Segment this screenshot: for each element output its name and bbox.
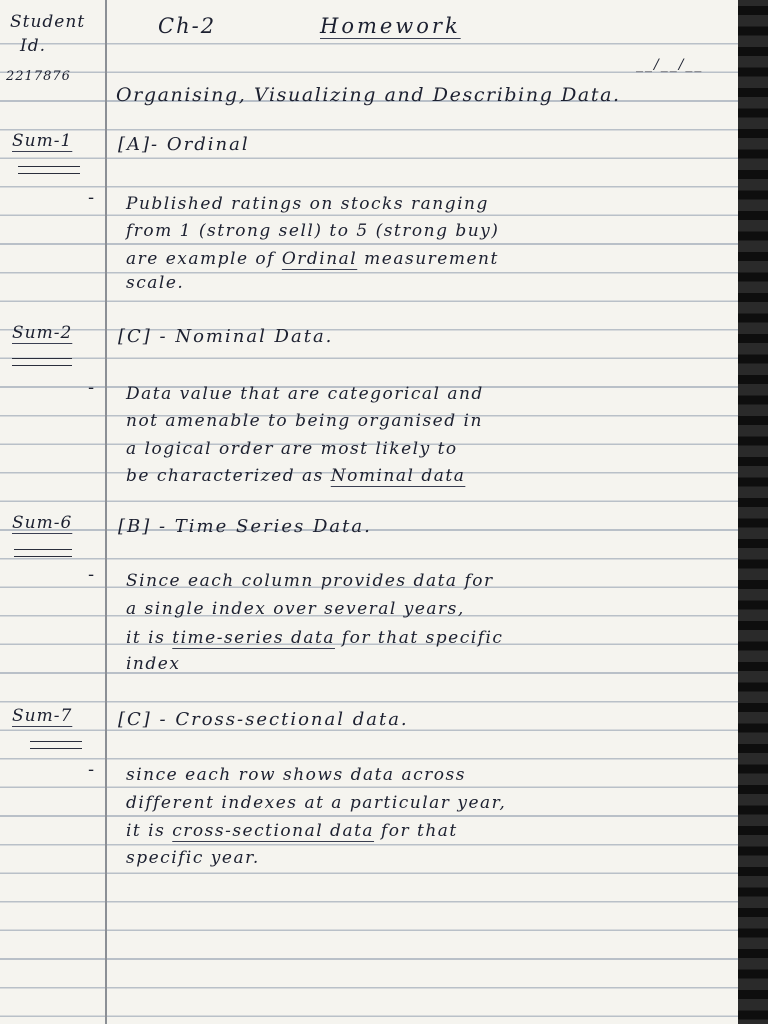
sum-label-double-underline	[30, 741, 82, 749]
text-segment: a single index over several years,	[126, 599, 465, 619]
bullet-dash: -	[88, 565, 95, 585]
sum-answer: [B] - Time Series Data.	[118, 516, 372, 537]
answer-line	[126, 468, 465, 485]
text-segment: since each row shows data across	[126, 765, 466, 785]
student-label-line2: Id.	[20, 36, 47, 56]
text-segment: for that specific	[334, 628, 504, 648]
answer-line	[126, 441, 458, 458]
answer-line	[126, 795, 506, 812]
answer-line	[126, 275, 184, 292]
page-title: Organising, Visualizing and Describing Data.	[116, 84, 621, 106]
text-segment: Published ratings on stocks ranging	[126, 194, 489, 214]
answer-line	[126, 823, 458, 840]
text-segment: from 1 (strong sell) to 5 (strong buy)	[126, 221, 500, 241]
sum-label-double-underline	[14, 549, 72, 557]
text-segment: not amenable to being organised in	[126, 411, 483, 431]
underlined-term: Ordinal	[281, 249, 358, 269]
text-segment: are example of	[126, 249, 282, 269]
text-segment: it is	[126, 821, 173, 841]
margin-line	[105, 0, 107, 1024]
answer-line	[126, 251, 499, 268]
answer-line	[126, 413, 483, 430]
text-segment: Since each column provides data for	[126, 571, 494, 591]
text-segment: it is	[126, 628, 173, 648]
answer-line	[126, 630, 503, 647]
text-segment: specific year.	[126, 848, 260, 868]
answer-line	[126, 850, 260, 867]
answer-line	[126, 223, 499, 240]
chapter-heading: Ch-2	[158, 14, 217, 38]
text-segment: scale.	[126, 273, 185, 293]
bullet-dash: -	[88, 188, 95, 208]
spiral-binding	[738, 0, 768, 1024]
text-segment: measurement	[357, 249, 499, 269]
answer-line	[126, 601, 465, 618]
student-id-label	[10, 10, 85, 58]
underlined-term: cross-sectional data	[172, 821, 375, 841]
text-segment: index	[126, 654, 181, 674]
bullet-dash: -	[88, 378, 95, 398]
underlined-term: time-series data	[172, 628, 335, 648]
sum-label-double-underline	[18, 166, 80, 174]
sum-answer: [C] - Nominal Data.	[118, 326, 334, 347]
answer-line	[126, 196, 489, 213]
sum-label-double-underline	[12, 358, 72, 366]
sum-label: Sum-2	[12, 323, 73, 343]
date-field: __/__/__	[636, 57, 704, 73]
sum-answer: [A]- Ordinal	[118, 134, 250, 155]
underlined-term: Nominal data	[330, 466, 466, 486]
text-segment: different indexes at a particular year,	[126, 793, 507, 813]
sum-answer: [C] - Cross-sectional data.	[118, 709, 409, 730]
student-id-value: 2217876	[6, 69, 71, 84]
answer-line	[126, 386, 484, 403]
sum-label: Sum-6	[12, 513, 73, 533]
student-label-line1: Student	[10, 12, 86, 32]
text-segment: for that	[374, 821, 458, 841]
sum-label: Sum-7	[12, 706, 73, 726]
answer-line	[126, 573, 494, 590]
text-segment: be characterized as	[126, 466, 331, 486]
answer-line	[126, 656, 180, 673]
sum-label: Sum-1	[12, 131, 73, 151]
answer-line	[126, 767, 466, 784]
homework-heading: Homework	[320, 14, 461, 38]
text-segment: Data value that are categorical and	[126, 384, 484, 404]
bullet-dash: -	[88, 760, 95, 780]
text-segment: a logical order are most likely to	[126, 439, 458, 459]
